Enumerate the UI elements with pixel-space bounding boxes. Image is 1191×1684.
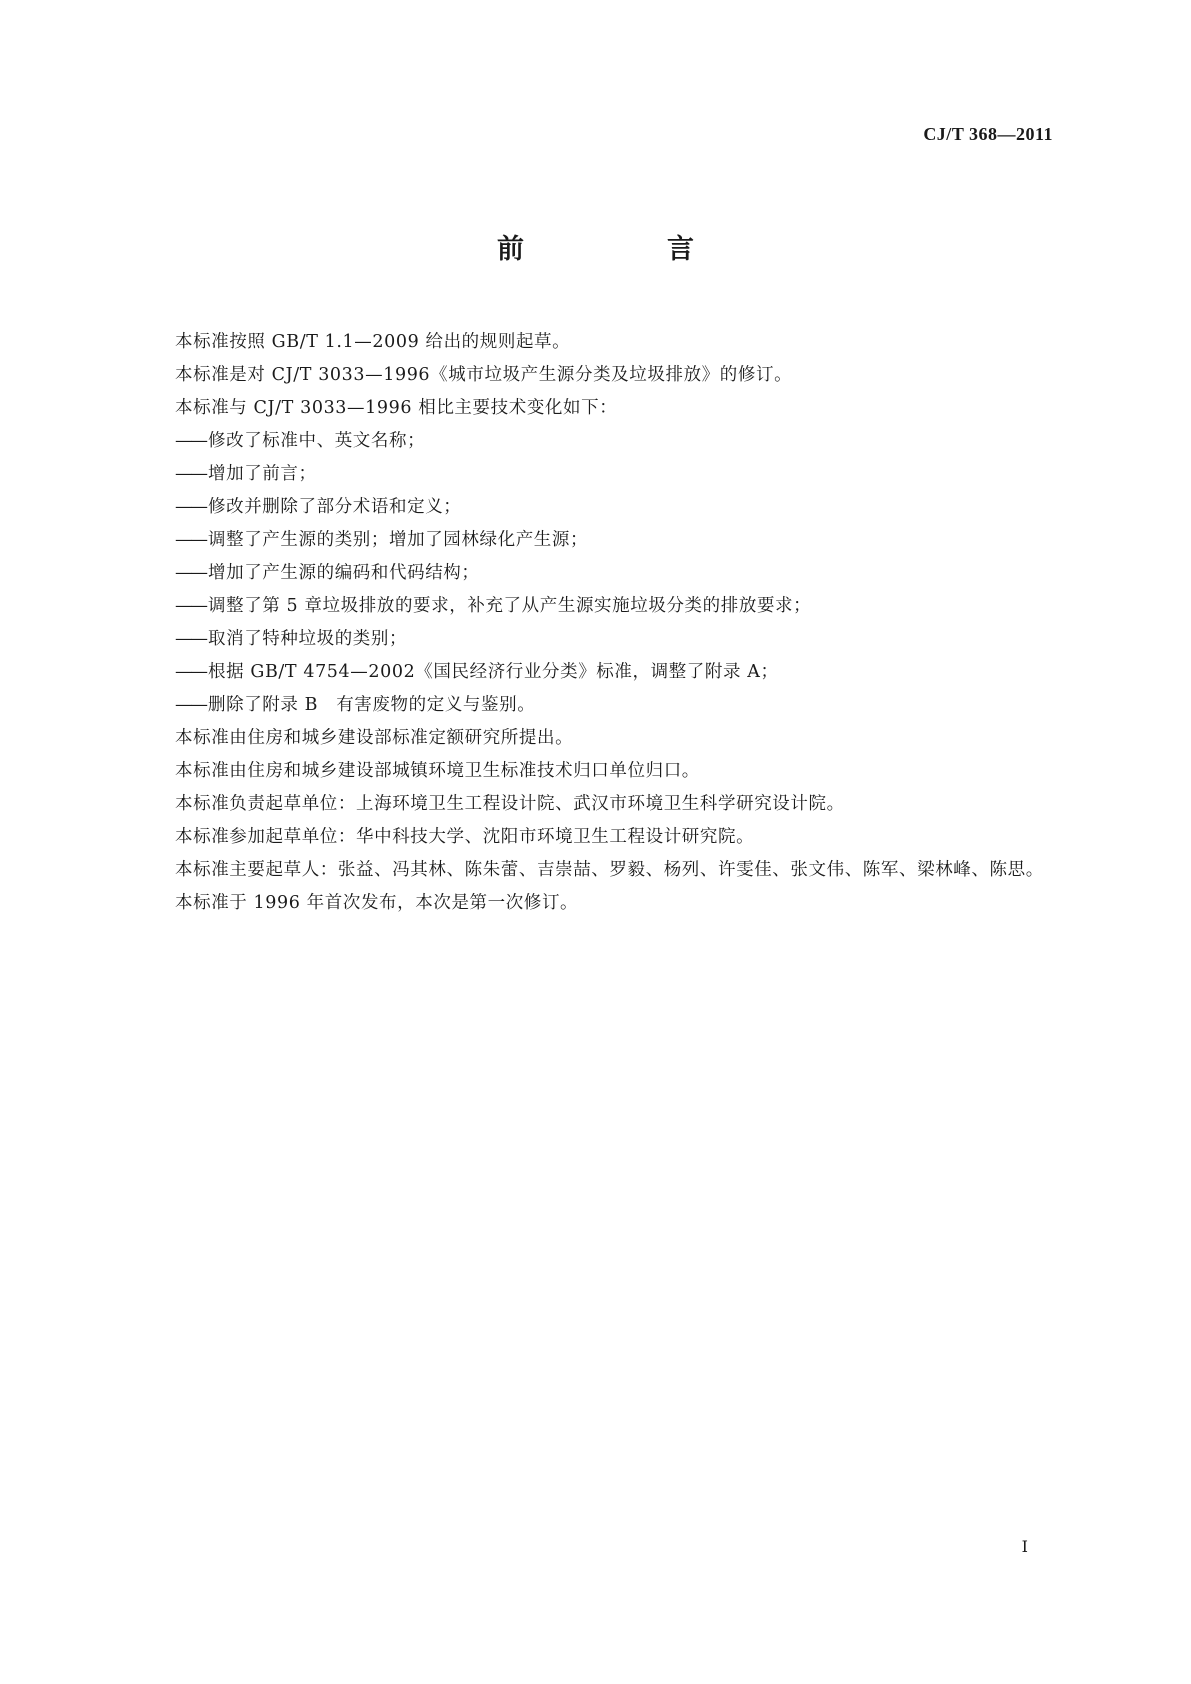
change-item xyxy=(175,557,1075,590)
list-dash: —— xyxy=(175,596,206,616)
paragraph: 本标准负责起草单位：上海环境卫生工程设计院、武汉市环境卫生科学研究设计院。 xyxy=(175,794,845,814)
page-title: 前 言 xyxy=(497,234,752,265)
change-item-text: 根据 GB/T 4754—2002《国民经济行业分类》标准，调整了附录 A； xyxy=(208,662,779,682)
paragraph: 本标准于 1996 年首次发布，本次是第一次修订。 xyxy=(175,893,579,913)
paragraph: 本标准由住房和城乡建设部城镇环境卫生标准技术归口单位归口。 xyxy=(175,761,700,781)
change-item xyxy=(175,524,1075,557)
change-item-text: 调整了第 5 章垃圾排放的要求，补充了从产生源实施垃圾分类的排放要求； xyxy=(208,596,812,616)
document-body xyxy=(175,326,1075,920)
change-item xyxy=(175,458,1075,491)
paragraph: 本标准按照 GB/T 1.1—2009 给出的规则起草。 xyxy=(175,332,571,352)
change-item-text: 删除了附录 B 有害废物的定义与鉴别。 xyxy=(208,695,536,715)
standard-code: CJ/T 368—2011 xyxy=(923,124,1053,144)
paragraph: 本标准参加起草单位：华中科技大学、沈阳市环境卫生工程设计研究院。 xyxy=(175,827,755,847)
change-item-text: 修改了标准中、英文名称； xyxy=(208,431,426,451)
change-item-text: 取消了特种垃圾的类别； xyxy=(208,629,408,649)
change-item-text: 修改并删除了部分术语和定义； xyxy=(208,497,462,517)
change-item-text: 增加了产生源的编码和代码结构； xyxy=(208,563,480,583)
change-item-text: 调整了产生源的类别；增加了园林绿化产生源； xyxy=(208,530,589,550)
change-item xyxy=(175,623,1075,656)
list-dash: —— xyxy=(175,431,206,451)
list-dash: —— xyxy=(175,464,206,484)
list-dash: —— xyxy=(175,563,206,583)
change-item xyxy=(175,425,1075,458)
paragraph: 本标准是对 CJ/T 3033—1996《城市垃圾产生源分类及垃圾排放》的修订。 xyxy=(175,365,793,385)
change-item xyxy=(175,689,1075,722)
change-item xyxy=(175,656,1075,689)
page-number: I xyxy=(1021,1537,1028,1556)
list-dash: —— xyxy=(175,497,206,517)
list-dash: —— xyxy=(175,662,206,682)
paragraph: 本标准主要起草人：张益、冯其林、陈朱蕾、吉崇喆、罗毅、杨列、许雯佳、张文伟、陈军、梁林峰、陈思。 xyxy=(175,860,1044,880)
change-item-text: 增加了前言； xyxy=(208,464,317,484)
change-item xyxy=(175,491,1075,524)
list-dash: —— xyxy=(175,695,206,715)
paragraph: 本标准与 CJ/T 3033—1996 相比主要技术变化如下： xyxy=(175,398,618,418)
paragraph: 本标准由住房和城乡建设部标准定额研究所提出。 xyxy=(175,728,574,748)
list-dash: —— xyxy=(175,530,206,550)
list-dash: —— xyxy=(175,629,206,649)
change-item xyxy=(175,590,1075,623)
